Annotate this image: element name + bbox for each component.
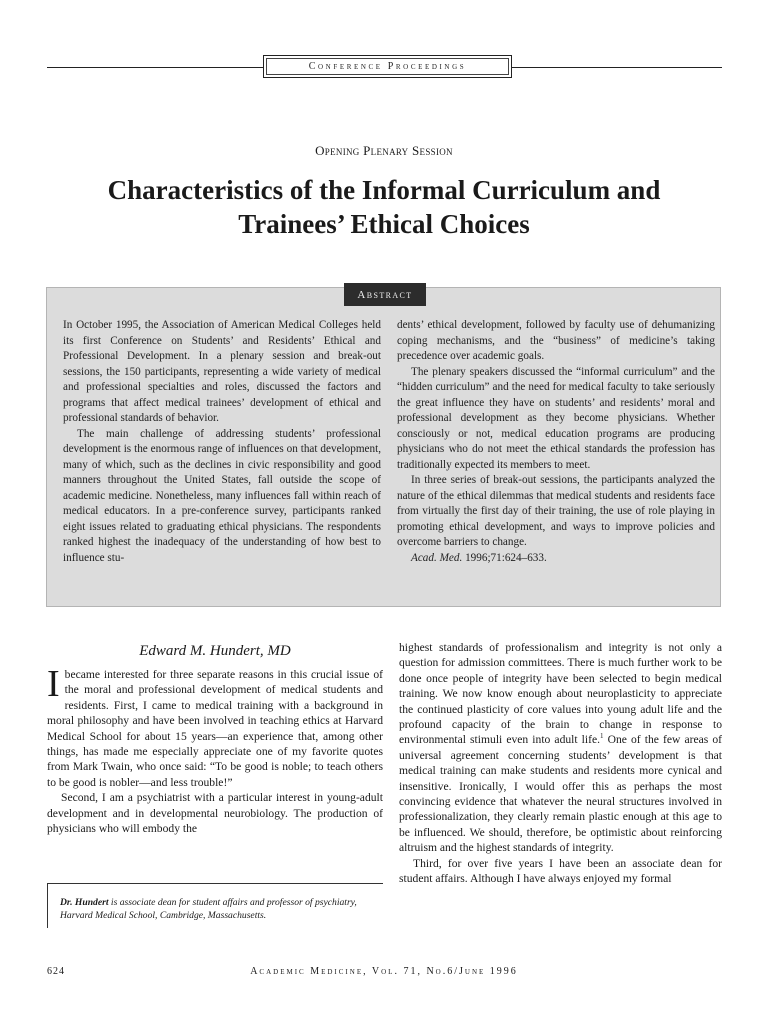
running-footer: Academic Medicine, Vol. 71, No.6/June 1996 [250, 966, 518, 977]
abstract-paragraph: dents’ ethical development, followed by faculty use of dehumanizing coping mechanisms, and the “business” of medicine’s taking precedence over academic goals. [397, 319, 715, 362]
abstract-column-right [397, 318, 715, 566]
body-paragraph [399, 640, 722, 856]
section-label: Opening Plenary Session [315, 143, 453, 158]
banner-inner-frame [266, 58, 509, 75]
footnote-marker[interactable]: 1 [600, 732, 604, 741]
paragraph-text: highest standards of professionalism and integrity is not only a question for admission committees. There is much further work to be done once people of integrity have been selected to begin medical training. We now know enough about neuroplasticity to appreciate the continued plasticity of core values into young adult life and the profound capacity of the brain to change in response to environmental stimuli even into adult life. [399, 641, 722, 747]
author-footnote [60, 897, 380, 922]
body-column-right [399, 640, 722, 887]
page-number: 624 [47, 966, 65, 977]
citation-journal: Acad. Med. [411, 551, 463, 564]
footnote-bar [47, 883, 48, 928]
header-rule-left [47, 67, 263, 68]
conference-label: Conference Proceedings [308, 61, 467, 72]
abstract-box [46, 287, 721, 607]
paragraph-text: One of the few areas of universal agreement concerning students’ development is that medical training can make students and residents more cynical and insensitive. Ironically, I would offer this as perhaps the most convincing evidence that whatever the neural structures involved in professionalization, they clearly remain plastic enough at this age to be influenced. We should, therefore, be optimistic about reinforcing altruism and the highest standards of integrity. [399, 733, 722, 855]
body-paragraph [47, 663, 383, 790]
abstract-citation [397, 551, 715, 567]
body-column-left [47, 663, 383, 836]
abstract-paragraph: The main challenge of addressing students’ professional development is the enormous range of influences on that development, many of which, such as the declines in civic responsibility and good manners throughout the United States, fall outside the scope of academic medicine. Nonetheless, many influences fall within reach of medical educators. In a pre-conference survey, participants ranked eight issues related to graduating ethical physicians. The respondents ranked highest the inadequacy of the understanding of how best to influence stu- [63, 427, 381, 564]
abstract-column-left [63, 318, 381, 566]
article-title: Characteristics of the Informal Curriculum and Trainees’ Ethical Choices [107, 175, 661, 239]
abstract-paragraph: In October 1995, the Association of American Medical Colleges held its first Conference on Students’ and Residents’ Ethical and Professional Development. In a plenary session and break-out sessions, the 150 participants, representing a wide variety of medical and professional specialties and roles, discussed the factors and programs that affect medical trainees’ development of ethical and professional standards of behavior. [63, 319, 381, 424]
abstract-paragraph: In three series of break-out sessions, the participants analyzed the nature of the ethical dilemmas that medical students and residents face from virtually the first day of their training, the use of role playing in promoting ethical development, and ways to improve policies and overcome barriers to change. [397, 474, 715, 548]
footnote-rule [47, 883, 383, 884]
abstract-paragraph: The plenary speakers discussed the “informal curriculum” and the “hidden curriculum” and the need for medical faculty to take seriously the great influence they have on students’ and residents’ moral and professional development as they become physicians. Whether consciously or not, medical education programs are producing physicians who do not meet the ethical standards the profession has traditionally expected its members to meet. [397, 365, 715, 471]
citation-reference: 1996;71:624–633. [465, 551, 547, 564]
header-rule-right [512, 67, 722, 68]
conference-proceedings-banner [263, 55, 512, 78]
footnote-author-name: Dr. Hundert [60, 897, 109, 908]
abstract-heading: Abstract [344, 283, 426, 306]
paragraph-text: became interested for three separate reasons in this crucial issue of the moral and professional development of medical students and residents. First, I came to medical training with a background in moral philosophy and have been involved in teaching ethics at Harvard Medical School for about 15 years—an experience that, among other things, has made me especially appreciate one of my favorite quotes from Mark Twain, who once said: “To be good is noble; to teach others to be good is nobler—and less trouble!” [47, 668, 383, 789]
author-byline: Edward M. Hundert, MD [139, 643, 291, 659]
body-paragraph: Second, I am a psychiatrist with a particular interest in young-adult development and in developmental neurobiology. The production of physicians who will embody the [47, 791, 383, 836]
footnote-text: is associate dean for student affairs and professor of psychiatry, Harvard Medical School, Cambridge, Massachusetts. [60, 897, 357, 921]
drop-cap: I [47, 663, 60, 705]
body-paragraph: Third, for over five years I have been an associate dean for student affairs. Although I have always enjoyed my formal [399, 856, 722, 886]
